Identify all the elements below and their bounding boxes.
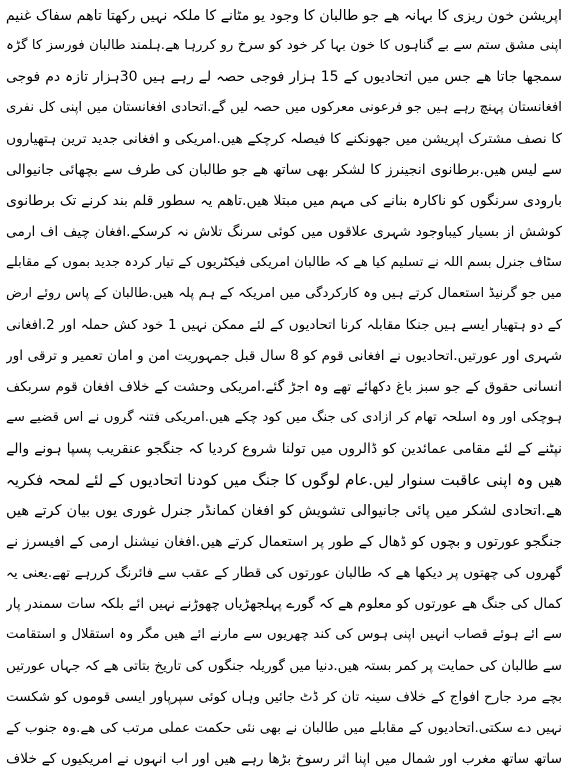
text-line: بچے مرد جارح افواج کے خلاف سینہ تان کر ڈٹ جائیں وہاں کوئی سپرپاور ایسی قوموں کو شکست (6, 689, 562, 705)
text-line: کے دو ہتھیار ایسے ہیں جنکا مقابلہ کرنا اتحادیوں کے لئے ممکن نہیں 1 خود کش حملہ اور 2.افغانی (6, 317, 562, 333)
text-line: سے لیس ھیں.برطانوی انجینرز کا لشکر بھی ساتھ ھے جو طالبان کی طرف سے بچھائی جانیوالی (6, 162, 562, 178)
text-line: جنگجو عورتوں و بچوں کو ڈھال کے طور پر استعمال کرتے ھیں.افغان نیشنل ارمی کے افیسرز نے (6, 534, 562, 550)
text-line: سمجھا جاتا ھے جس میں اتحادیوں کے 15 ہزار فوجی حصہ لے رہے ہیں 30ہزار تازہ دم فوجی (6, 69, 562, 85)
text-line: ھیں وہ اپنی عاقبت سنوار لیں.عام لوگوں کا جنگ میں کودنا اتحادیوں کے لئے لمحہ فکریہ (6, 471, 562, 489)
text-line: میں جو گرنیڈ استعمال کرتے ہیں وہ کارکردگی میں امریکہ کے ہم پلہ ھیں.طالبان کے پاس روئے ارض (6, 286, 562, 301)
text-line: شہری اور عورتیں.اتحادیوں نے افغانی قوم کو 8 سال قبل جمہوریت امن و امان تعمیر و ترقی اور (6, 348, 562, 364)
text-line: ھے.اتحادی لشکر میں پائی جانیوالی تشویش کو افغان کمانڈر جنرل غوری یوں بیان کرتے ھیں (6, 503, 562, 519)
text-line: سے طالبان کی حمایت پر کمر بستہ ھیں.دنیا میں گوریلہ جنگوں کی تاریخ بتاتی ھے کہ جہاں عورتیں (6, 658, 562, 674)
text-line: افغانستان پہنچ رہے ہیں جو فرعونی معرکوں میں حصہ لیں گے.اتحادی افغانستان میں اپنی کل نفری (6, 100, 562, 115)
text-line: کا نصف مشترک اپریشن میں جھونکنے کا فیصلہ کرچکے ھیں.امریکی و افغانی جدید ترین ہتھیاروں (6, 131, 562, 147)
text-line: اپریشن خون ریزی کا بہانہ ھے جو طالبان کا وجود یو مٹانے کا ملکہ نہیں رکھتا تاھم سفاک غنیم (6, 8, 562, 24)
text-line: نپٹنے کے لئے مقامی عمائدین کو ڈالروں میں تولنا شروع کردیا کہ جنگجو عنقریب پسپا ہونے والے (6, 441, 562, 457)
text-line: نہیں دے سکتی.اتحادیوں کے مقابلے میں طالبان نے بھی نئی حکمت عملی مرتب کی ھے.وہ جنوب کے (6, 720, 562, 736)
text-line: انسانی حقوق کے جو سبز باغ دکھائے تھے وہ اجڑ گئے.امریکی وحشت کے خلاف افغان قوم سربکف (6, 379, 562, 395)
text-line: گھروں کی چھتوں پر دیکھا ھے کہ طالبان عورتوں کی قطار کے عقب سے فائرنگ کررہے تھے.یعنی یہ (6, 565, 562, 581)
text-line: سٹاف جنرل بسم اللہ نے تسلیم کیا ھے کہ طالبان امریکی فیکٹریوں کے تیار کردہ جدید بموں کے مقابلے (6, 255, 562, 270)
text-line: کمال کی جنگ ھے عورتوں کو معلوم ھے کہ گورے پہلجھڑیاں چھوڑنے نہیں ائے بلکہ سات سمندر پار (6, 596, 562, 612)
text-line: کوشش از بسیار کیباوجود شہری علاقوں میں کوئی سرنگ تلاش نہ کرسکے.افغان چیف اف ارمی (6, 224, 562, 240)
text-line: ساتھ ساتھ مغرب اور شمال میں اپنا اثر رسوخ بڑھا رہے ھیں اور اب انہوں نے امریکیوں کے خلاف (6, 751, 562, 767)
text-line: اپنی مشق ستم سے بے گناہوں کا خون بہا کر خود کو سرخ رو کررہا ھے.ہلمند طالبان فورسز کا گڑہ (6, 38, 562, 53)
text-line: بارودی سرنگوں کو ناکارہ بنانے کی مہم میں مبتلا ھیں.تاھم یہ سطور قلم بند کرنے تک برطانوی (6, 193, 562, 209)
text-line: ہوچکی اور وہ اسلحہ تھام کر ازادی کی جنگ میں کود چکے ھیں.امریکی فتنہ گروں نے اس قضیے سے (6, 410, 562, 425)
text-line: سے ائے ہوئے قصاب انہیں اپنی ہوس کی کند چھریوں سے مارنے ائے ھیں مگر وہ استقلال و استقامت (6, 627, 562, 642)
